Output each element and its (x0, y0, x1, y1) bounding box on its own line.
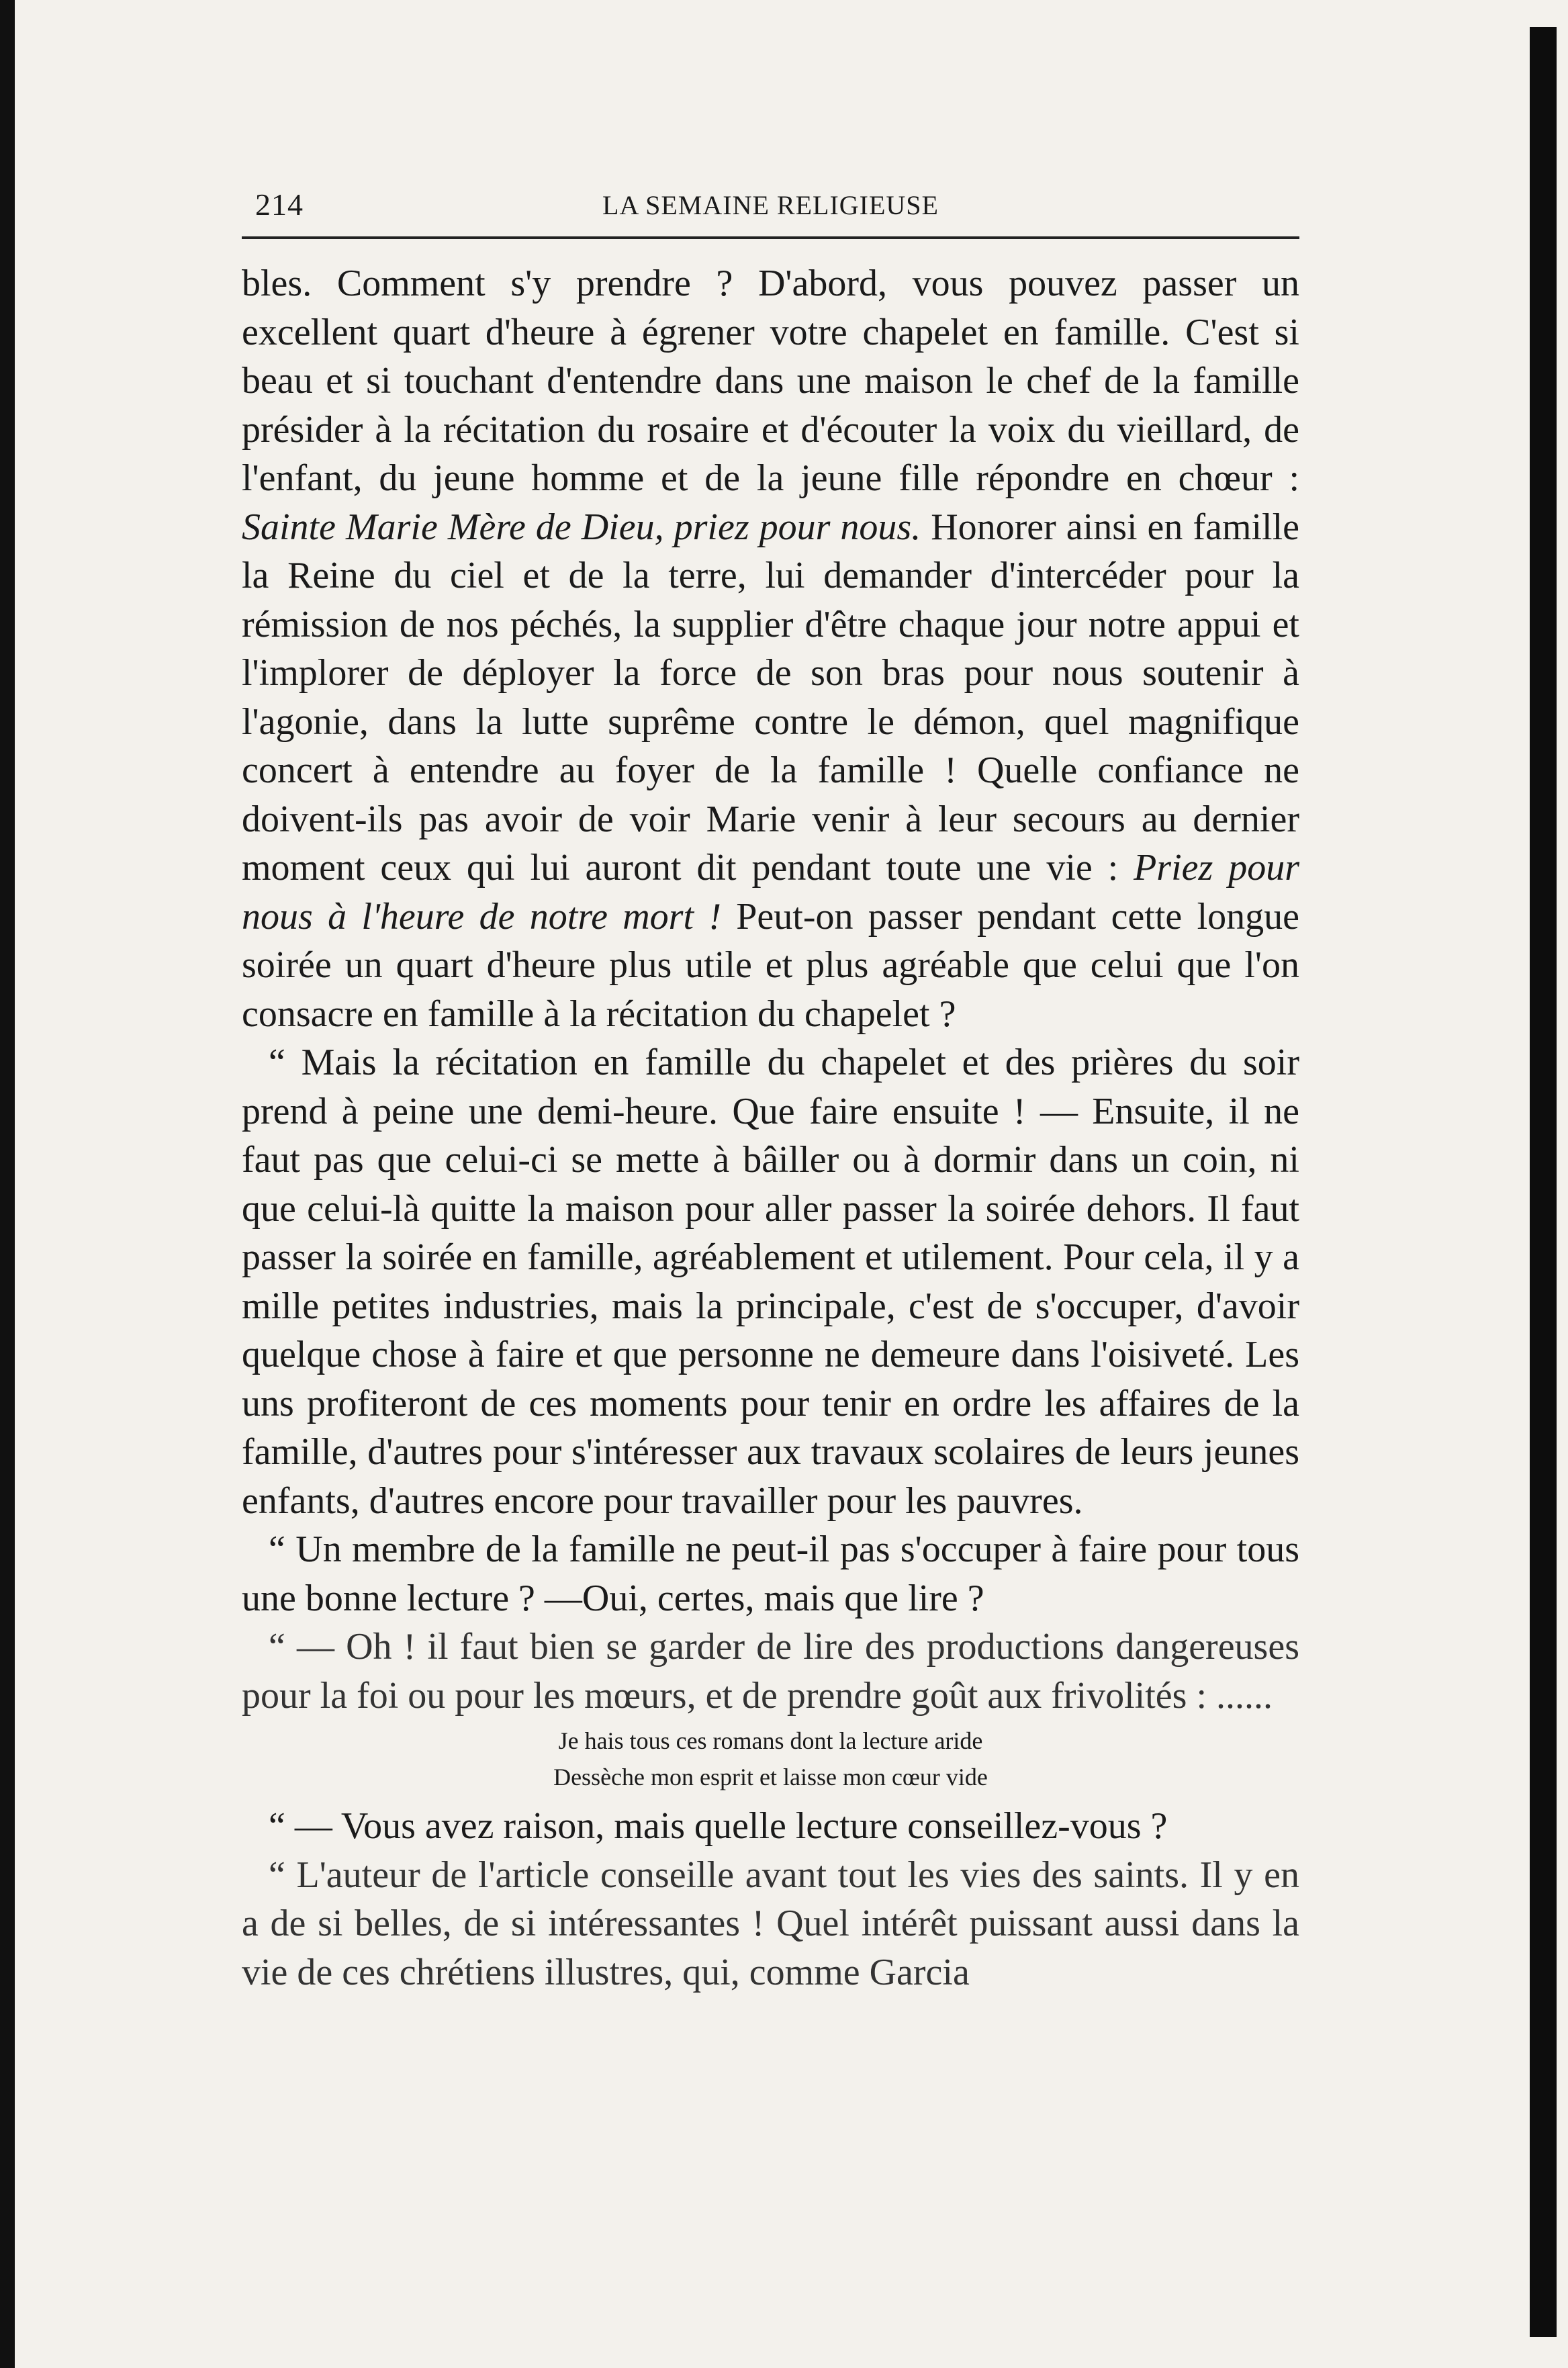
p1-italic-1: Sainte Marie Mère de Dieu, priez pour nous. (242, 506, 921, 548)
page (242, 175, 1299, 1997)
paragraph-2: “ Mais la récitation en famille du chapelet et des prières du soir prend à peine une demi-heure. Que faire ensuite ! — Ensuite, il ne faut pas que celui-ci se mette à bâiller ou à dormir dans un coin, ni que celui-là quitte la maison pour aller passer la soirée dehors. Il faut passer la soirée en famille, agréablement et utilement. Pour cela, il y a mille petites industries, mais la principale, c'est de s'occuper, d'avoir quelque chose à faire et que personne ne demeure dans l'oisiveté. Les uns profiteront de ces moments pour tenir en ordre les affaires de la famille, d'autres pour s'intéresser aux travaux scolaires de leurs jeunes enfants, d'autres encore pour travailler pour les pauvres. (242, 1042, 1299, 1522)
body-text (242, 259, 1299, 1997)
header-rule (242, 236, 1299, 239)
paragraph-1 (242, 259, 1299, 1038)
paragraph-3: “ Un membre de la famille ne peut-il pas s'occuper à faire pour tous une bonne lecture ? —Oui, certes, mais que lire ? (242, 1529, 1299, 1619)
paragraph-4: “ — Oh ! il faut bien se garder de lire des productions dangereuses pour la foi ou pour les mœurs, et de prendre goût aux frivolités : ...... (242, 1626, 1299, 1717)
paragraph-5: “ — Vous avez raison, mais quelle lecture conseillez-vous ? (269, 1805, 1168, 1847)
scan-border-left (0, 0, 15, 2368)
p1-text-c: Peut-on passer pendant cette longue soirée un quart d'heure plus utile et plus agréable que celui que l'on consacre en famille à la récitation du chapelet ? (242, 895, 1299, 1035)
scan-border-right (1530, 27, 1557, 2337)
verse-quote (242, 1723, 1299, 1795)
page-number: 214 (255, 187, 304, 222)
running-title: LA SEMAINE RELIGIEUSE (602, 190, 939, 220)
verse-line-1: Je hais tous ces romans dont la lecture aride (558, 1727, 983, 1754)
p1-italic-2: Priez pour nous à l'heure de notre mort ! (242, 847, 1299, 938)
p1-text-b: Honorer ainsi en famille la Reine du ciel et de la terre, lui demander d'intercéder pour la rémission de nos péchés, la supplier d'être chaque jour notre appui et l'implorer de déployer la force de son bras pour nous soutenir à l'agonie, dans la lutte suprême contre le démon, quel magnifique concert à entendre au foyer de la famille ! Quelle confiance ne doivent-ils pas avoir de voir Marie venir à leur secours au dernier moment ceux qui lui auront dit pendant toute une vie : (242, 506, 1300, 889)
running-head (242, 175, 1299, 222)
paragraph-6: “ L'auteur de l'article conseille avant tout les vies des saints. Il y en a de si belles, de si intéressantes ! Quel intérêt puissant aussi dans la vie de ces chrétiens illustres, qui, comme Garcia (242, 1854, 1299, 1993)
verse-line-2: Dessèche mon esprit et laisse mon cœur vide (553, 1764, 988, 1790)
p1-text-a: bles. Comment s'y prendre ? D'abord, vous pouvez passer un excellent quart d'heure à égrener votre chapelet en famille. C'est si beau et si touchant d'entendre dans une maison le chef de la famille présider à la récitation du rosaire et d'écouter la voix du vieillard, de l'enfant, du jeune homme et de la jeune fille répondre en chœur : (242, 263, 1299, 499)
